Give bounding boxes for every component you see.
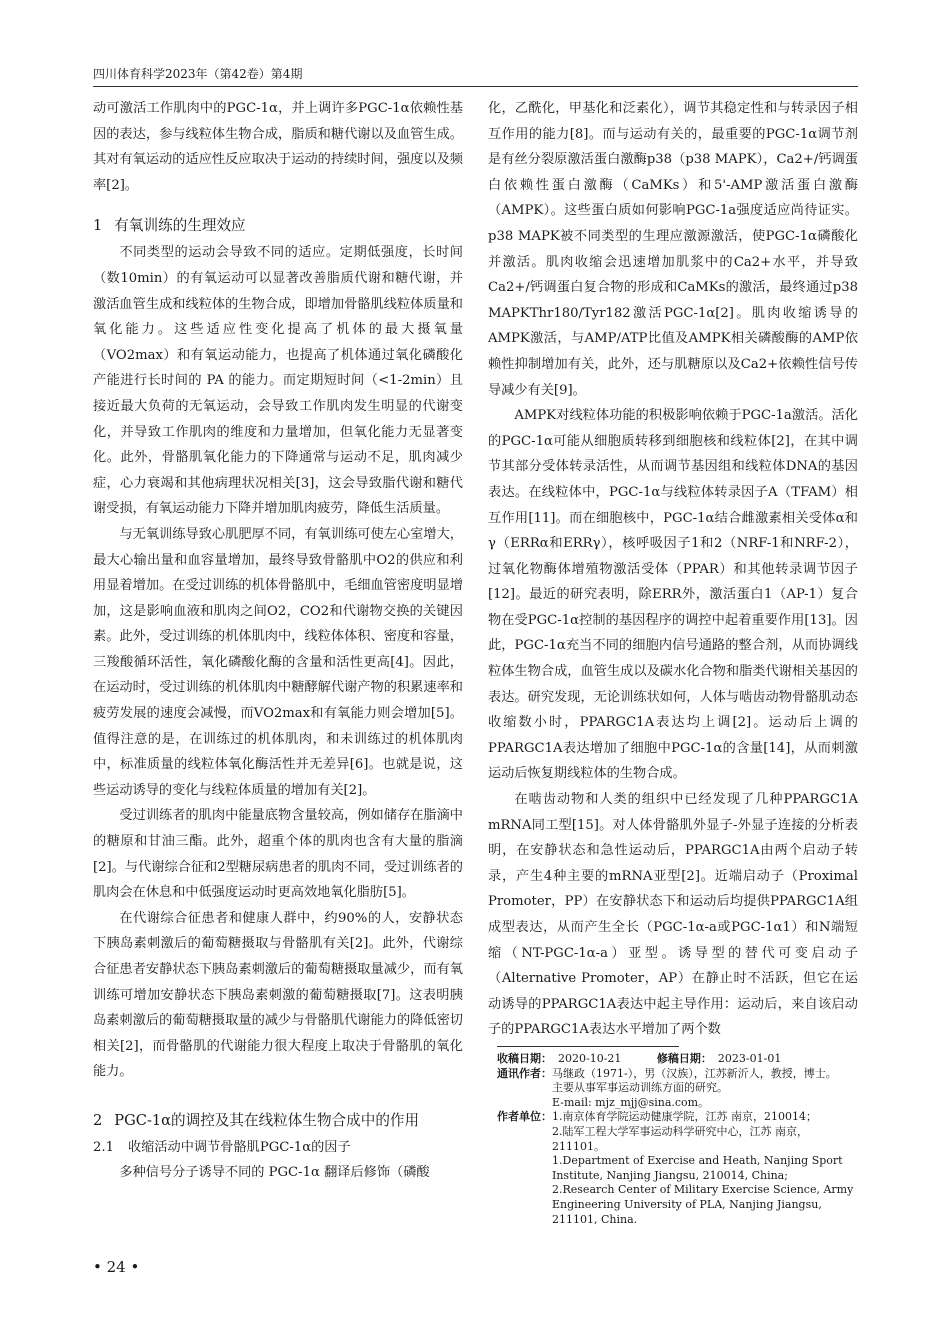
affiliation-row — [497, 1110, 859, 1227]
section-2-1-number: 2.1 — [93, 1139, 114, 1155]
section-2-title: PGC-1α的调控及其在线粒体生物合成中的作用 — [114, 1111, 420, 1129]
right-column — [488, 96, 858, 1043]
author-row — [497, 1067, 859, 1111]
revised-label: 修稿日期： — [656, 1052, 712, 1065]
paragraph: 多种信号分子诱导不同的 PGC-1α 翻译后修饰（磷酸 — [119, 1164, 430, 1180]
affiliation-label: 作者单位： — [497, 1110, 552, 1124]
header-rule — [93, 86, 858, 87]
section-2-1-heading — [93, 1135, 463, 1160]
author-line: 马继政（1971-），男（汉族），江苏新沂人，教授，博士。 — [552, 1066, 837, 1080]
section-2-heading — [93, 1107, 463, 1135]
page-number: • 24 • — [93, 1258, 140, 1276]
paragraph: 不同类型的运动会导致不同的适应。定期低强度，长时间（数10min）的有氧运动可以显著改善脂质代谢和糖代谢，并激活血管生成和线粒体的生物合成，即增加骨骼肌线粒体质量和氧化能力。这些适应性变化提高了机体的最大摄氧量（VO2max）和有氧运动能力，也提高了机体通过氧化磷酸化产能进行长时间的 PA 的能力。而定期短时间（<1-2min）且接近最大负荷的无氧运动，会导致工作肌肉发生明显的代谢变化，并导致工作肌肉的维度和力量增加，但氧化能力无显著变化。此外，骨骼肌氧化能力的下降通常与运动不足，肌肉减少症，心力衰竭和其他病理状况相关[3]，这会导致脂代谢和糖代谢受损，有氧运动能力下降并增加肌肉疲劳，降低生活质量。 — [93, 245, 463, 517]
left-column — [93, 96, 463, 1186]
section-1-heading — [93, 212, 463, 240]
article-notes — [497, 1052, 859, 1227]
paragraph: 受过训练者的肌肉中能量底物含量较高，例如储存在脂滴中的糖原和甘油三酯。此外，超重个体的肌肉也含有大量的脂滴[2]。与代谢综合征和2型糖尿病患者的肌肉不同，受过训练者的肌肉会在休息和中低强度运动时更高效地氧化脂肪[5]。 — [93, 808, 463, 901]
affiliation-line: 2.陆军工程大学军事运动科学研究中心，江苏 南京，211101。 — [552, 1124, 808, 1153]
affiliation-line: 1.南京体育学院运动健康学院，江苏 南京，210014； — [552, 1110, 817, 1124]
author-label: 通讯作者： — [497, 1066, 552, 1080]
dates-row — [497, 1052, 859, 1067]
received-label: 收稿日期： — [497, 1052, 552, 1065]
revised-date: 2023-01-01 — [717, 1052, 782, 1065]
received-date: 2020-10-21 — [558, 1052, 622, 1065]
section-2-number: 2 — [93, 1111, 103, 1129]
section-1-title: 有氧训练的生理效应 — [114, 217, 246, 235]
paragraph: 化，乙酰化，甲基化和泛素化），调节其稳定性和与转录因子相互作用的能力[8]。而与运动有关的，最重要的PGC-1α调节剂是有丝分裂原激活蛋白激酶p38（p38 MAPK），Ca2+/钙调蛋白依赖性蛋白激酶（CaMKs）和5'-AMP激活蛋白激酶（AMPK）。这些蛋白质如何影响PGC-1a强度适应尚待证实。p38 MAPK被不同类型的生理应激源激活，使PGC-1α磷酸化并激活。肌肉收缩会迅速增加肌浆中的Ca2+水平，并导致Ca2+/钙调蛋白复合物的形成和CaMKs的激活，最终通过p38 MAPKThr180/Tyr182激活PGC-1α[2]。肌肉收缩诱导的AMPK激活，与AMP/ATP比值及AMPK相关磷酸酶的AMP依赖性抑制增加有关，此外，还与肌糖原以及Ca2+依赖性信号传导减少有关[9]。 — [488, 101, 858, 398]
paragraph: 在啮齿动物和人类的组织中已经发现了几种PPARGC1A mRNA同工型[15]。对人体骨骼肌外显子-外显子连接的分析表明，在安静状态和急性运动后，PPARGC1A由两个启动子转录，产生4种主要的mRNA亚型[2]。近端启动子（Proximal Promoter，PP）在安静状态下和运动后均提供PPARGC1A组成型表达，从而产生全长（PGC-1α-a或PGC-1α1）和N端短缩（NT-PGC-1α-a）亚型。诱导型的替代可变启动子（Alternative Promoter，AP）在静止时不活跃，但它在运动诱导的PPARGC1A表达中起主导作用：运动后，来自该启动子的PPARGC1A表达水平增加了两个数 — [488, 792, 858, 1038]
section-2-1-title: 收缩活动中调节骨骼肌PGC-1α的因子 — [127, 1139, 351, 1155]
author-line: 主要从事军事运动训练方面的研究。 — [552, 1081, 728, 1095]
paragraph: 与无氧训练导致心肌肥厚不同，有氧训练可使左心室增大，最大心输出量和血容量增加，最终导致骨骼肌中O2的供应和利用显着增加。在受过训练的机体骨骼肌中，毛细血管密度明显增加，这是影响血液和肌肉之间O2，CO2和代谢物交换的关键因素。此外，受过训练的机体肌肉中，线粒体体积、密度和容量，三羧酸循环活性，氧化磷酸化酶的含量和活性更高[4]。因此，在运动时，受过训练的机体肌肉中糖酵解代谢产物的积累速率和疲劳发展的速度会减慢，而VO2max和有氧能力则会增加[5]。值得注意的是，在训练过的机体肌肉，和未训练过的机体肌肉中，标准质量的线粒体氧化酶活性并无差异[6]。也就是说，这些运动诱导的变化与线粒体质量的增加有关[2]。 — [93, 526, 463, 798]
author-email: E-mail: mjz_mjj@sina.com。 — [552, 1095, 710, 1109]
footnote-rule — [497, 1046, 679, 1047]
paragraph: 在代谢综合征患者和健康人群中，约90%的人，安静状态下胰岛素刺激后的葡萄糖摄取与骨骼肌有关[2]。此外，代谢综合征患者安静状态下胰岛素刺激后的葡萄糖摄取量减少，而有氧训练可增加安静状态下胰岛素刺激的葡萄糖摄取[7]。这表明胰岛素刺激后的葡萄糖摄取量的减少与骨骼肌代谢能力的降低密切相关[2]，而骨骼肌的代谢能力很大程度上取决于骨骼肌的氧化能力。 — [93, 910, 463, 1080]
section-1-number: 1 — [93, 217, 103, 235]
intro-paragraph: 动可激活工作肌肉中的PGC-1α，并上调许多PGC-1α依赖性基因的表达，参与线粒体生物合成，脂质和糖代谢以及血管生成。其对有氧运动的适应性反应取决于运动的持续时间，强度以及频率[2]。 — [93, 101, 463, 193]
affiliation-line: 2.Research Center of Military Exercise Science, Army Engineering University of PLA, Nanjing Jiangsu, 211101, China. — [552, 1183, 854, 1226]
running-head: 四川体育科学2023年（第42卷）第4期 — [93, 67, 303, 81]
affiliation-line: 1.Department of Exercise and Heath, Nanjing Sport Institute, Nanjing Jiangsu, 210014, China; — [552, 1154, 843, 1182]
paragraph: AMPK对线粒体功能的积极影响依赖于PGC-1a激活。活化的PGC-1α可能从细胞质转移到细胞核和线粒体[2]，在其中调节其部分受体转录活性，从而调节基因组和线粒体DNA的基因表达。在线粒体中，PGC-1α与线粒体转录因子A（TFAM）相互作用[11]。而在细胞核中，PGC-1α结合雌激素相关受体α和γ（ERRα和ERRγ），核呼吸因子1和2（NRF-1和NRF-2），过氧化物酶体增殖物激活受体（PPAR）和其他转录调节因子[12]。最近的研究表明，除ERR外，激活蛋白1（AP-1）复合物在受PGC-1α控制的基因程序的调控中起着重要作用[13]。因此，PGC-1α充当不同的细胞内信号通路的整合剂，从而协调线粒体生物合成，血管生成以及碳水化合物和脂类代谢相关基因的表达。研究发现，无论训练状如何，人体与啮齿动物骨骼肌动态收缩数小时，PPARGC1A表达均上调[2]。运动后上调的PPARGC1A表达增加了细胞中PGC-1α的含量[14]，从而刺激运动后恢复期线粒体的生物合成。 — [488, 408, 858, 782]
